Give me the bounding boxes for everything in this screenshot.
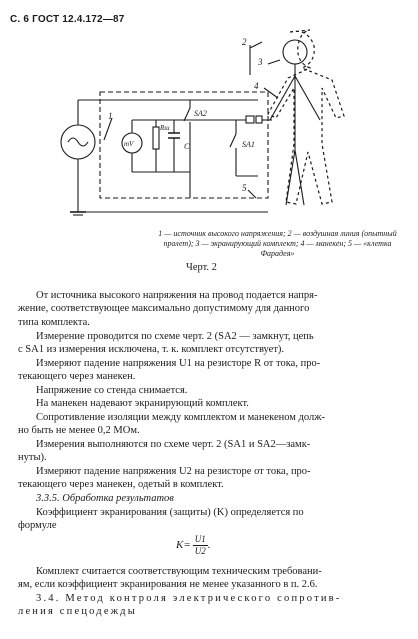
section-34-line2: ления спецодежды — [18, 606, 137, 617]
formula — [176, 534, 211, 557]
circuit-diagram — [0, 0, 418, 230]
p1-line2: жение, соответствующее максимально допустимому для данного — [18, 303, 310, 314]
p1-line3: типа комплекта. — [18, 317, 90, 328]
formula-numerator: U1 — [194, 534, 206, 544]
page-header: С. 6 ГОСТ 12.4.172—87 — [10, 14, 125, 25]
p7-line2: нуты). — [18, 452, 47, 463]
figure-title: Черт. 2 — [186, 262, 217, 273]
label-1: 1 — [108, 111, 113, 121]
label-5: 5 — [242, 183, 247, 193]
p2-line2: с SA1 из измерения исключена, т. к. комплект отсутствует). — [18, 344, 285, 355]
label-4: 4 — [254, 81, 259, 91]
p7-line1: Измерения выполняются по схеме черт. 2 (SA1 и SA2—замк- — [36, 439, 311, 450]
p1-line1: От источника высокого напряжения на провод подается напря- — [36, 290, 318, 301]
p5: На манекен надевают экранирующий комплект. — [36, 398, 249, 409]
p9-line1: Коэффициент экранирования (защиты) (K) определяется по — [36, 507, 304, 518]
p10-line2: ям, если коэффициент экранирования не менее указанного в п. 2.6. — [18, 579, 318, 590]
p10-line1: Комплект считается соответствующим техническим требовани- — [36, 566, 322, 577]
p8-line2: текающего через манекен, одетый в комплект. — [18, 479, 224, 490]
p6-line1: Сопротивление изоляции между комплектом и манекеном долж- — [36, 412, 325, 423]
section-335: 3.3.5. Обработка результатов — [36, 493, 174, 504]
label-sa2: SA2 — [194, 109, 207, 118]
section-34-line1: 3.4. Метод контроля электрического сопротив- — [36, 593, 342, 604]
label-3: 3 — [258, 57, 263, 67]
label-rsh: Rш — [160, 124, 170, 132]
formula-lhs: K= — [176, 539, 191, 552]
label-2: 2 — [242, 37, 247, 47]
p8-line1: Измеряют падение напряжения U2 на резисторе от тока, про- — [36, 466, 311, 477]
label-c: C — [184, 142, 190, 151]
p3-line1: Измеряют падение напряжения U1 на резисторе R от тока, про- — [36, 358, 321, 369]
p4: Напряжение со стенда снимается. — [36, 385, 188, 396]
p9-line2: формуле — [18, 520, 57, 531]
formula-fraction — [193, 534, 208, 557]
formula-denominator: U2 — [194, 546, 206, 556]
figure-caption: 1 — источник высокого напряжения; 2 — воздушная линия (опытный пролет); 3 — экранирующий комплект; 4 — манекен; 5 — «клетка Фарадея» — [158, 229, 397, 258]
label-sa1: SA1 — [242, 140, 255, 149]
p3-line2: текающего через манекен. — [18, 371, 136, 382]
p2-line1: Измерение проводится по схеме черт. 2 (SA2 — замкнут, цепь — [36, 331, 314, 342]
formula-tail: . — [207, 539, 211, 552]
p6-line2: но быть не менее 0,2 МОм. — [18, 425, 140, 436]
label-mv: mV — [124, 140, 134, 148]
